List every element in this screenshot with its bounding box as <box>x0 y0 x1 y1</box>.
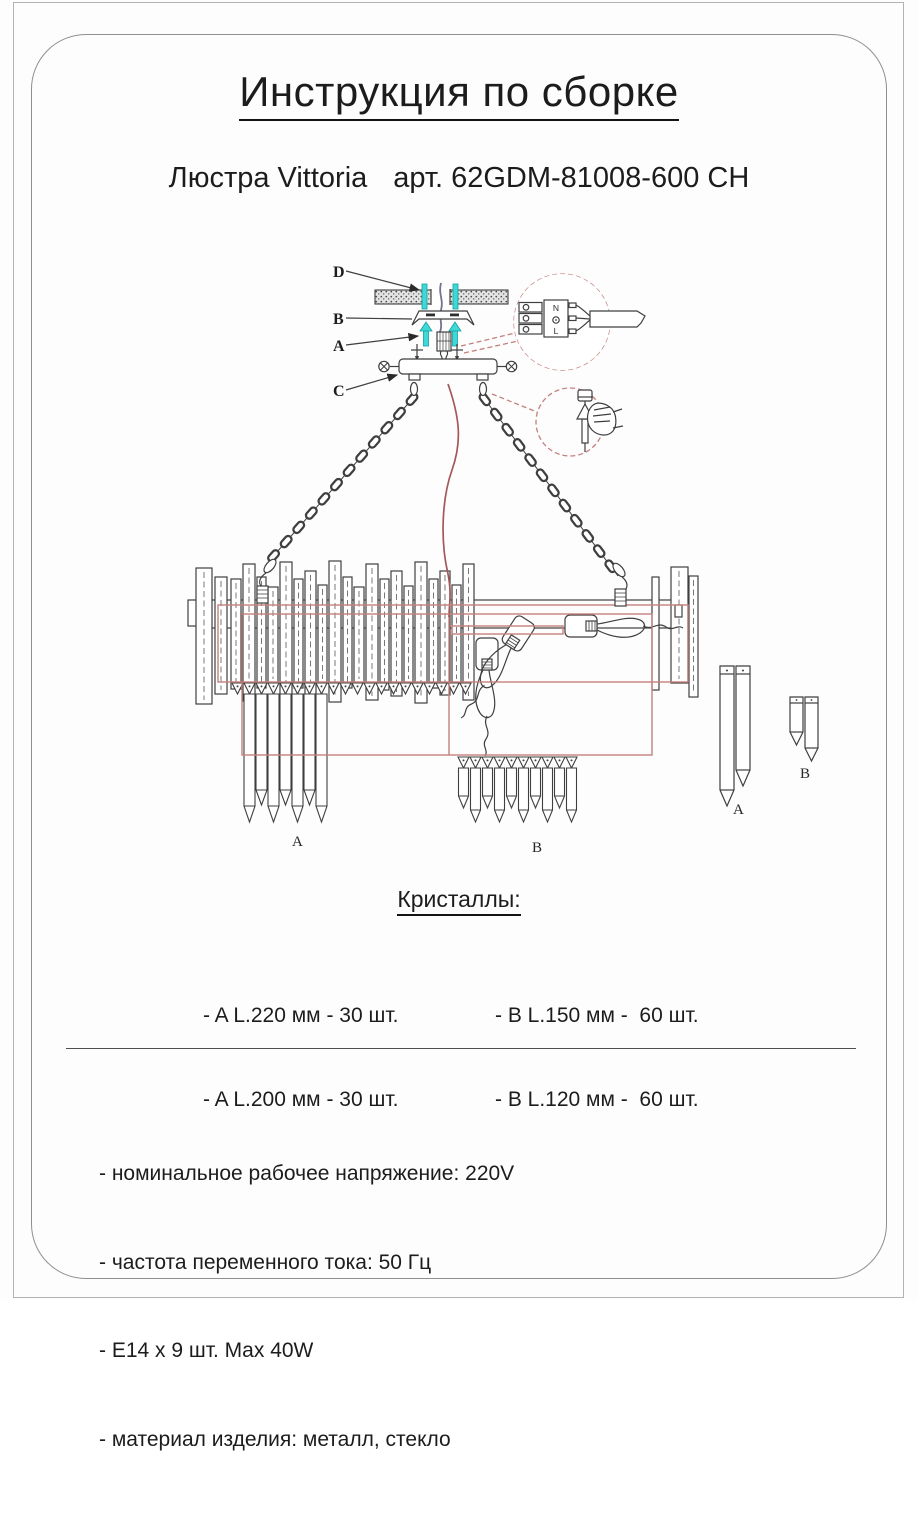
crystal-spec-item: - B L.150 мм - 60 шт. <box>495 1004 699 1027</box>
crystal-detail-a <box>720 666 750 806</box>
crystal-spec-item: - B L.120 мм - 60 шт. <box>495 1088 699 1111</box>
terminal-l-label: L <box>553 326 559 336</box>
canopy-plate <box>379 359 517 380</box>
chandelier-end-plates <box>652 567 698 697</box>
article-number: арт. 62GDM-81008-600 CH <box>393 162 750 194</box>
product-line <box>0 162 918 195</box>
crystal-detail-b <box>790 697 818 761</box>
crystal-label-detail-b: B <box>800 766 811 782</box>
assembly-diagram <box>60 240 900 870</box>
spec-item-voltage: - номинальное рабочее напряжение: 220V <box>99 1162 515 1185</box>
part-labels <box>333 264 419 400</box>
crystal-label-main-a: A <box>292 834 303 850</box>
part-label-c: C <box>333 383 345 400</box>
part-label-d: D <box>333 264 345 281</box>
hand-detail <box>577 390 623 452</box>
spec-item-lamps: - E14 x 9 шт. Max 40W <box>99 1339 314 1362</box>
crystal-spec-item: - A L.200 мм - 30 шт. <box>203 1088 399 1111</box>
part-label-a: A <box>333 338 345 355</box>
crystal-row-b <box>458 757 577 822</box>
page-title: Инструкция по сборке <box>0 68 918 121</box>
left-chain <box>269 397 414 561</box>
crystal-row-a <box>232 683 471 822</box>
crystal-spec-list-right <box>495 946 699 1170</box>
spec-item-material: - материал изделия: металл, стекло <box>99 1427 451 1451</box>
terminal-n-label: N <box>552 303 560 313</box>
crystal-label-detail-a: A <box>733 802 744 818</box>
spec-item-frequency: - частота переменного тока: 50 Гц <box>99 1250 432 1274</box>
crystals-heading: Кристаллы: <box>0 886 918 916</box>
terminal-block <box>437 332 451 359</box>
wiring-detail <box>514 274 645 370</box>
mounting-bracket <box>412 311 474 325</box>
crystal-spec-item: - A L.220 мм - 30 шт. <box>203 1004 399 1027</box>
section-divider <box>66 1048 856 1049</box>
crystal-label-main-b: B <box>532 840 543 856</box>
candle-bulbs <box>453 614 683 756</box>
product-name: Люстра Vittoria <box>168 162 368 194</box>
part-label-b: B <box>333 311 344 328</box>
spec-list <box>99 1100 514 1513</box>
